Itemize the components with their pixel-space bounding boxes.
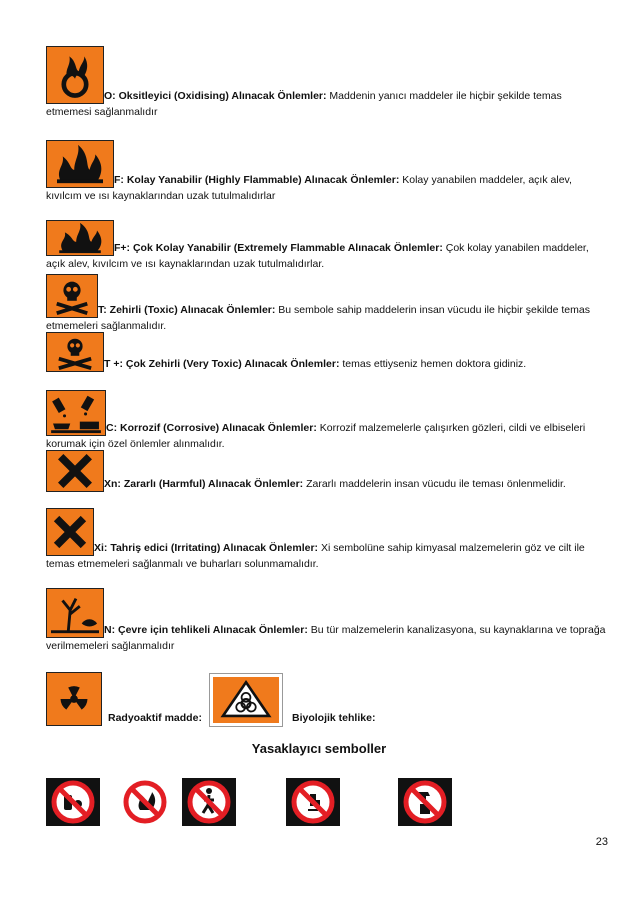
item-text: Xi sembolüne sahip kimyasal malzemelerin göz ve cilt ile temas etmemeleri sağlanmalı ve buharları solunmamalıdır. [46, 542, 585, 570]
item-title: Xn: Zararlı (Harmful) Alınacak Önlemler: [104, 478, 304, 490]
very-toxic-icon [46, 332, 104, 372]
no-open-flame-icon [118, 778, 172, 826]
item-text: temas ettiyseniz hemen doktora gidiniz. [339, 358, 527, 370]
irritating-icon [46, 508, 94, 556]
item-text: Zararlı maddelerin insan vücudu ile teması önlenmelidir. [303, 478, 566, 490]
no-pedestrian-icon [182, 778, 236, 826]
radioactive-label: Radyoaktif madde: [108, 712, 202, 724]
item-title: N: Çevre için tehlikeli Alınacak Önlemler: [104, 624, 308, 636]
oxidising-icon [46, 46, 104, 104]
hazard-item-environment [46, 588, 606, 654]
harmful-icon [46, 450, 104, 492]
extremely-flammable-icon [46, 220, 114, 256]
hazard-item-very-toxic [46, 332, 606, 372]
radioactive-icon [46, 672, 102, 726]
toxic-icon [46, 274, 98, 318]
prohibition-heading: Yasaklayıcı semboller [251, 741, 387, 756]
hazard-item-corrosive [46, 390, 606, 452]
hazard-item-flammable [46, 140, 606, 204]
item-title: C: Korrozif (Corrosive) Alınacak Önlemler: [106, 422, 317, 434]
hazard-item-oxidising [46, 46, 606, 120]
item-title: F+: Çok Kolay Yanabilir (Extremely Flammable Alınacak Önlemler: [114, 242, 443, 254]
item-text: Korrozif malzemelerle çalışırken gözleri, cildi ve elbiseleri korumak için özel önlemler alınmalıdır. [46, 422, 586, 450]
radiation-biohazard-row [46, 672, 606, 728]
hazard-item-harmful [46, 450, 606, 492]
item-title: T: Zehirli (Toxic) Alınacak Önlemler: [98, 304, 276, 316]
corrosive-icon [46, 390, 106, 436]
item-text: Çok kolay yanabilen maddeler, açık alev, kıvılcım ve ısı kaynaklarından uzak tutulmalıdırlar. [46, 242, 589, 270]
item-title: O: Oksitleyici (Oxidising) Alınacak Önlemler: [104, 90, 327, 102]
hazard-item-toxic [46, 274, 606, 334]
item-title: F: Kolay Yanabilir (Highly Flammable) Alınacak Önlemler: [114, 174, 400, 186]
not-drinking-water-icon [398, 778, 452, 826]
item-title: Xi: Tahriş edici (Irritating) Alınacak Önlemler: [94, 542, 319, 554]
hazard-item-extremely-flammable [46, 220, 606, 272]
hazard-item-irritating [46, 508, 606, 572]
biohazard-icon [210, 674, 282, 726]
item-text: Kolay yanabilen maddeler, açık alev, kıvılcım ve ısı kaynaklarından uzak tutulmalıdırlar [46, 174, 572, 202]
item-text: Maddenin yanıcı maddeler ile hiçbir şekilde temas etmemesi sağlanmalıdır [46, 90, 562, 118]
item-text: Bu sembole sahip maddelerin insan vücudu ile hiçbir şekilde temas etmemeleri sağlanmalıdır. [46, 304, 590, 332]
biohazard-label: Biyolojik tehlike: [292, 712, 376, 724]
item-title: T +: Çok Zehirli (Very Toxic) Alınacak Önlemler: [104, 358, 340, 370]
item-text: Bu tür malzemelerin kanalizasyona, su kaynaklarına ve toprağa verilmemeleri sağlanmalıdır [46, 624, 606, 652]
environment-icon [46, 588, 104, 638]
flammable-icon [46, 140, 114, 188]
no-fire-water-icon [286, 778, 340, 826]
page-number: 23 [595, 836, 608, 848]
no-extinguisher-icon [46, 778, 100, 826]
